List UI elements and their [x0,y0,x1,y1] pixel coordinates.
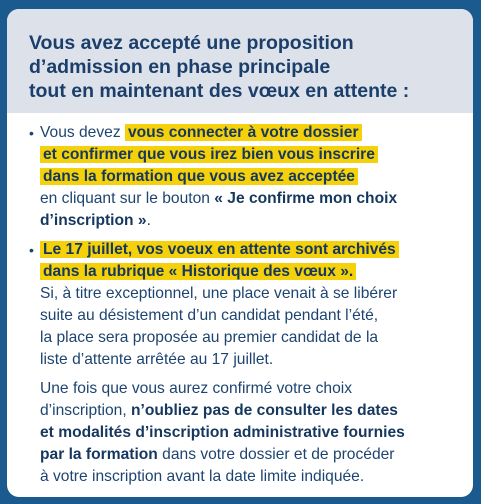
item2-para2-bold-3: par la formation [40,446,158,463]
item1-line-5 [40,210,455,232]
item2-para1-line-2: suite au désistement d’un candidat pendant l’été, [40,307,379,324]
item2-para1-line-4: liste d’attente arrêtée au 17 juillet. [40,351,274,368]
list-item-confirm [29,122,455,232]
item2-highlight-1: Le 17 juillet, vos voeux en attente sont archivés [40,241,399,258]
item1-line-4 [40,188,455,210]
card-header [7,9,473,113]
info-card [7,9,473,497]
item1-highlight-3: dans la formation que vous avez acceptée [40,168,358,185]
item2-para2-line-3: et modalités d’inscription administrative fournies [40,424,405,441]
card-title [29,31,455,103]
item2-para2-prefix: d’inscription, [40,402,132,419]
item2-para2-line-2 [40,400,455,422]
item2-para2-bold-1: n’oubliez pas de consulter les dates [131,402,398,419]
item1-line-2 [40,144,455,166]
item2-para2-line-1: Une fois que vous aurez confirmé votre choix [40,380,353,397]
item1-after-prefix: en cliquant sur le bouton [40,190,210,207]
item2-para1-line-1: Si, à titre exceptionnel, une place venait à se libérer [40,285,398,302]
list-item-archive [29,239,455,488]
item1-highlight-1: vous connecter à votre dossier [125,124,362,141]
title-line-1: Vous avez accepté une proposition [29,32,354,54]
item2-line-2 [40,261,455,283]
bullet-icon: • [29,125,34,141]
item1-line-3 [40,166,455,188]
card-content [7,113,473,488]
item2-line-1 [40,239,455,261]
title-line-3: tout en maintenant des vœux en attente : [29,80,410,102]
item2-para2-line-4 [40,444,455,466]
item2-highlight-2: dans la rubrique « Historique des vœux ». [40,263,356,280]
item1-intro: Vous devez [40,124,121,141]
item2-para2-rest: dans votre dossier et de procéder [157,446,395,463]
confirm-button-reference-2: d’inscription » [40,212,147,229]
bullet-icon: • [29,242,34,258]
item2-para2-line-5: à votre inscription avant la date limite indiquée. [40,468,365,485]
item1-after-end: . [146,212,151,229]
title-line-2: d’admission en phase principale [29,56,331,78]
item1-highlight-2: et confirmer que vous irez bien vous inscrire [40,146,378,163]
item2-para1-line-3: la place sera proposée au premier candidat de la [40,329,379,346]
confirm-button-reference: « Je confirme mon choix [214,190,398,207]
item1-line-1 [40,122,455,144]
